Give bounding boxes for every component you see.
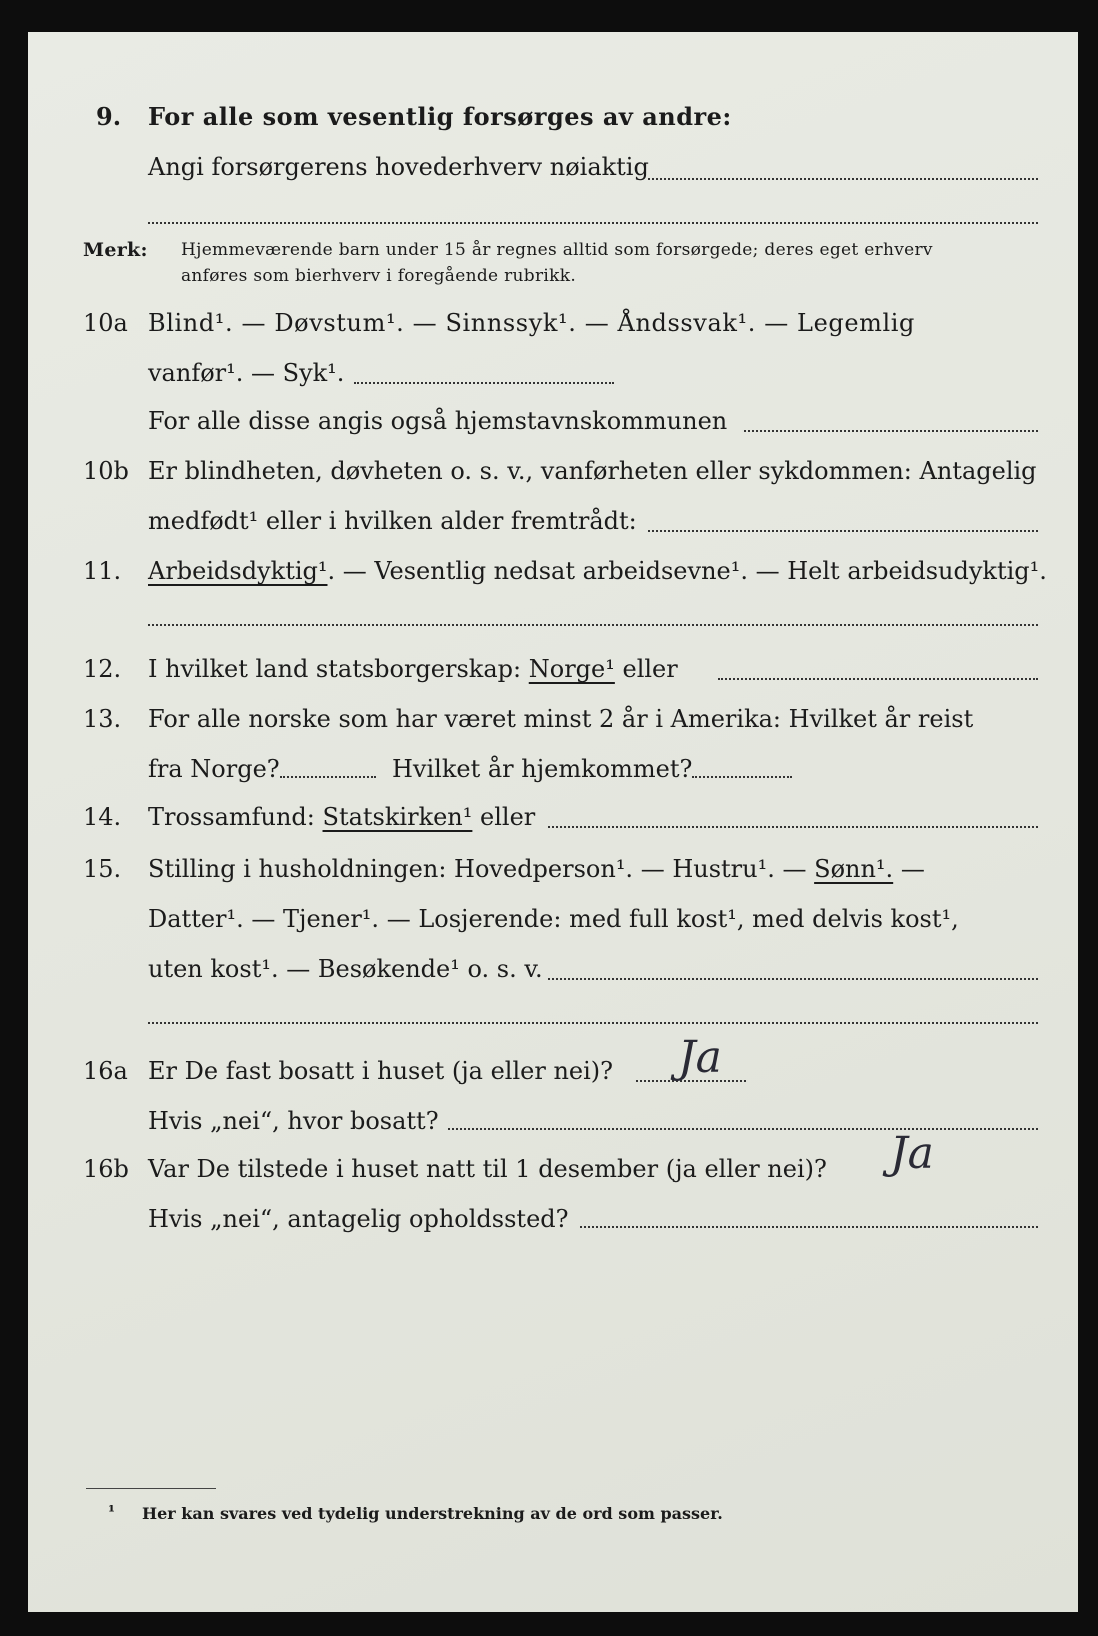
q14-pre: Trossamfund:: [148, 803, 315, 831]
merk-line1: Hjemmeværende barn under 15 år regnes alltid som forsørgede; deres eget erhverv: [181, 240, 933, 260]
q9-answer-line-2[interactable]: [148, 222, 1038, 224]
q13-line1: For alle norske som har været minst 2 år i Amerika: Hvilket år reist: [148, 705, 974, 733]
q15-line1: [148, 854, 925, 884]
q14-post: eller: [480, 803, 536, 831]
q16a-handwritten-answer: Ja: [678, 1032, 722, 1083]
q15-line2: Datter¹. — Tjener¹. — Losjerende: med full kost¹, med delvis kost¹,: [148, 905, 959, 933]
q16a-bosatt-line[interactable]: [448, 1128, 1038, 1130]
q16a-line1: Er De fast bosatt i huset (ja eller nei)?: [148, 1057, 614, 1085]
q16b-opholdssted-line[interactable]: [580, 1226, 1038, 1228]
q14-line: [148, 802, 535, 832]
q16a-number: 16a: [83, 1057, 128, 1085]
q12-answer-line[interactable]: [718, 678, 1038, 680]
q13-line2b: Hvilket år hjemkommet?: [392, 755, 693, 783]
q12-line: [148, 654, 678, 684]
q11-number: 11.: [83, 557, 122, 585]
q12-option-norge[interactable]: Norge¹: [528, 655, 615, 683]
q10a-line2: vanfør¹. — Syk¹.: [148, 359, 345, 387]
q12-post: eller: [622, 655, 678, 683]
merk-label: Merk:: [83, 239, 148, 261]
q11-line: [148, 556, 1047, 586]
q9-line1: For alle som vesentlig forsørges av andre:: [148, 102, 732, 131]
q10a-number: 10a: [83, 309, 128, 337]
q16a-line2: Hvis „nei“, hvor bosatt?: [148, 1107, 439, 1135]
q9-answer-line[interactable]: [648, 178, 1038, 180]
q11-option-arbeidsdyktig[interactable]: Arbeidsdyktig¹: [148, 557, 328, 585]
q11-rest: . — Vesentlig nedsat arbeidsevne¹. — Helt arbeidsudyktig¹.: [327, 557, 1047, 585]
q11-answer-line[interactable]: [148, 624, 1038, 626]
q9-line2: Angi forsørgerens hovederhverv nøiaktig: [148, 153, 649, 181]
q14-answer-line[interactable]: [548, 826, 1038, 828]
q10b-number: 10b: [83, 457, 129, 485]
footnote-mark: ¹: [108, 1502, 116, 1521]
q15-line1a: Stilling i husholdningen: Hovedperson¹. — Hustru¹. —: [148, 855, 807, 883]
q14-number: 14.: [83, 803, 122, 831]
q13-number: 13.: [83, 705, 122, 733]
q15-answer-line[interactable]: [548, 978, 1038, 980]
q16b-line2: Hvis „nei“, antagelig opholdssted?: [148, 1205, 569, 1233]
q10a-answer-line[interactable]: [354, 382, 614, 384]
q15-answer-line-2[interactable]: [148, 1022, 1038, 1024]
q10b-line2: medfødt¹ eller i hvilken alder fremtrådt:: [148, 507, 637, 535]
q12-pre: I hvilket land statsborgerskap:: [148, 655, 522, 683]
q10a-line1: Blind¹. — Døvstum¹. — Sinnssyk¹. — Åndssvak¹. — Legemlig: [148, 309, 916, 337]
q15-line3: uten kost¹. — Besøkende¹ o. s. v.: [148, 955, 543, 983]
q10a-line3: For alle disse angis også hjemstavnskommunen: [148, 407, 728, 435]
footnote-text: Her kan svares ved tydelig understrekning av de ord som passer.: [142, 1504, 723, 1523]
footnote-rule: [86, 1488, 216, 1489]
q15-number: 15.: [83, 855, 122, 883]
q10b-answer-line[interactable]: [648, 530, 1038, 532]
q10a-hjemstavn-line[interactable]: [744, 430, 1038, 432]
q16b-line1: Var De tilstede i huset natt til 1 desember (ja eller nei)?: [148, 1155, 827, 1183]
q12-number: 12.: [83, 655, 122, 683]
q9-number: 9.: [96, 102, 122, 131]
q13-reist-line[interactable]: [280, 776, 376, 778]
q13-line2a: fra Norge?: [148, 755, 280, 783]
q10b-line1: Er blindheten, døvheten o. s. v., vanførheten eller sykdommen: Antagelig: [148, 457, 1037, 485]
q16b-number: 16b: [83, 1155, 129, 1183]
q15-option-sonn[interactable]: Sønn¹.: [814, 855, 894, 883]
q15-line1b: —: [900, 855, 925, 883]
merk-line2: anføres som bierhverv i foregående rubrikk.: [181, 266, 577, 286]
q14-option-statskirken[interactable]: Statskirken¹: [322, 803, 473, 831]
census-form-page: [28, 32, 1078, 1612]
q13-hjemkommet-line[interactable]: [692, 776, 792, 778]
q16b-handwritten-answer: Ja: [890, 1128, 934, 1179]
